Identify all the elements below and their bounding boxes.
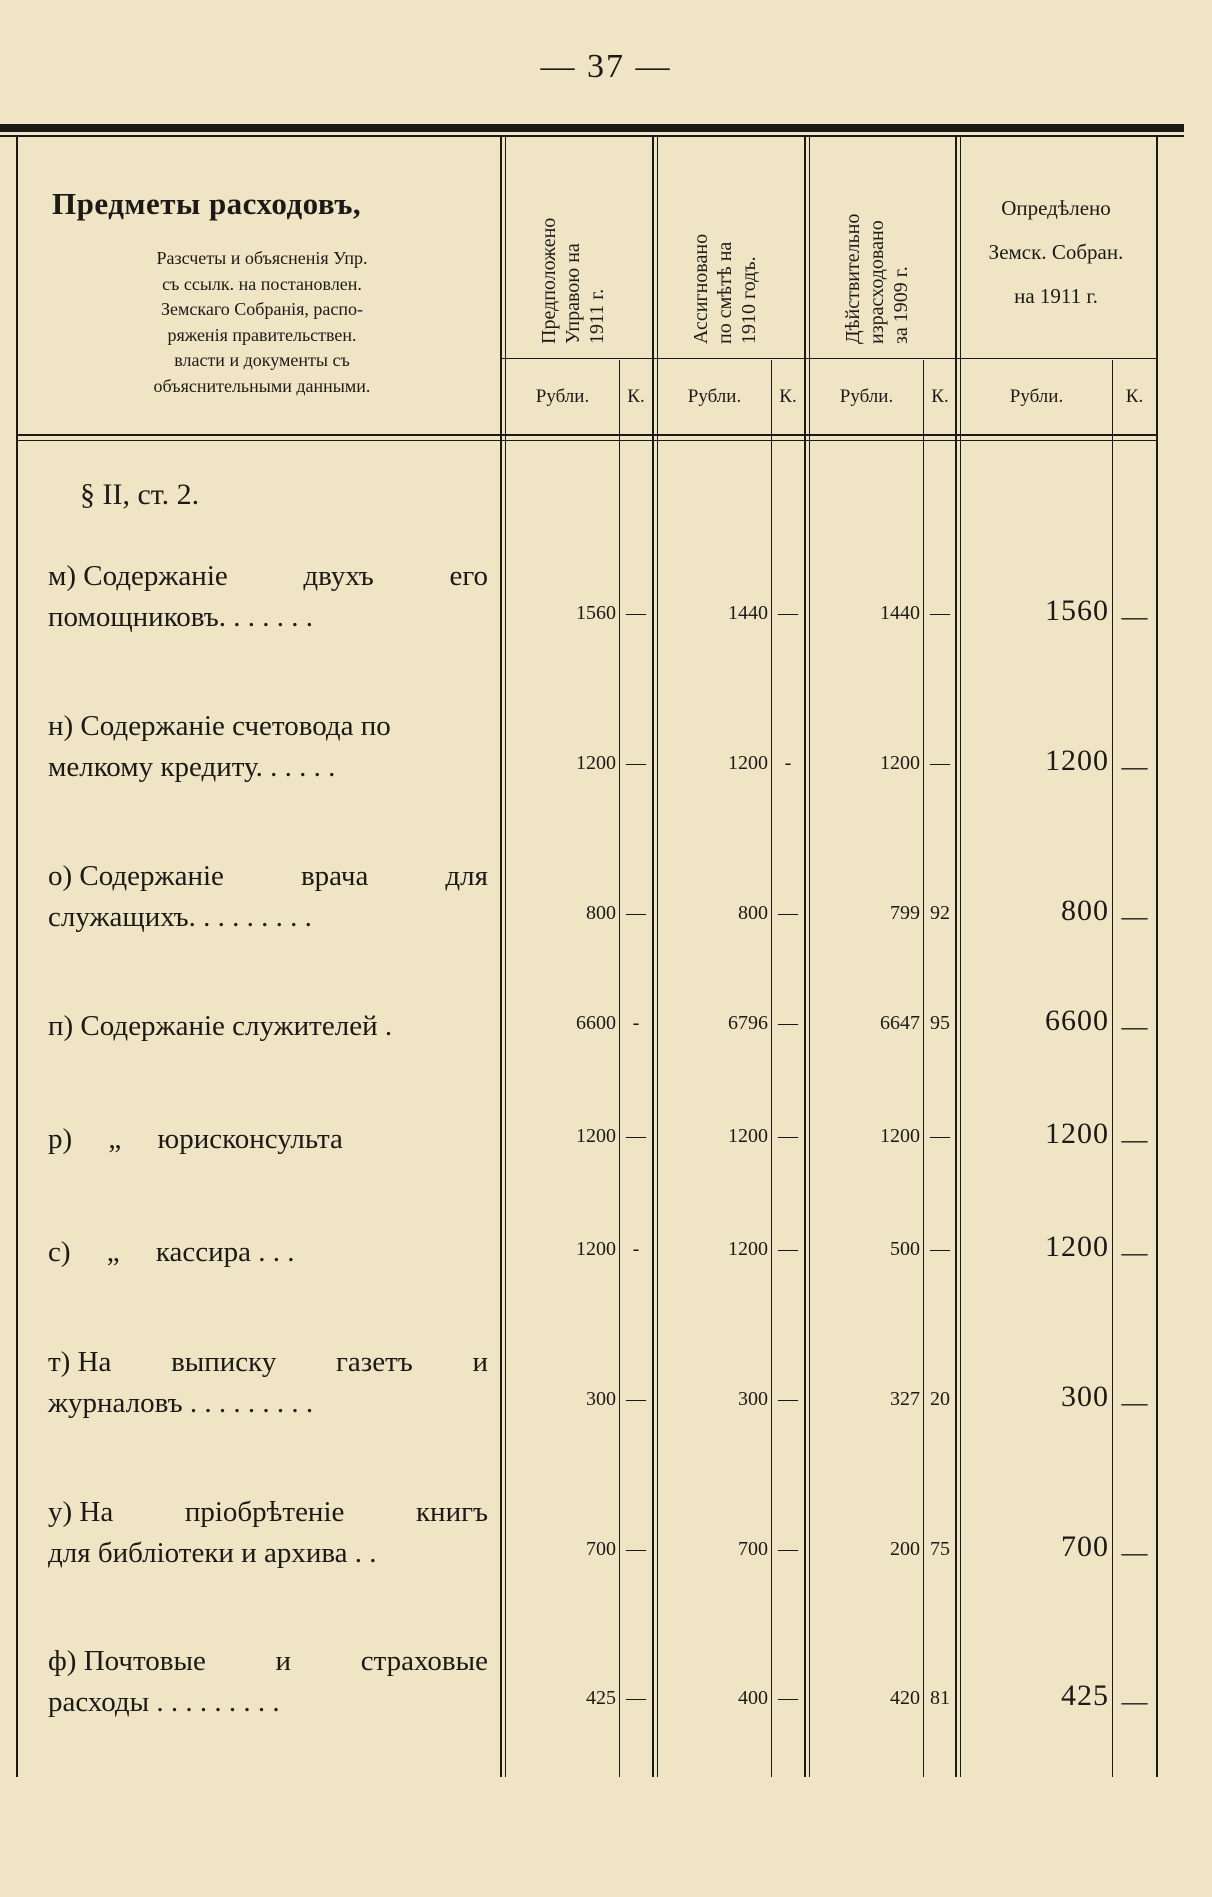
amount-rub-col2: 1200 xyxy=(728,752,768,774)
table-border-right xyxy=(1156,137,1158,1777)
amount-kop-col2: — xyxy=(778,1238,798,1260)
row-description-line2: п) Содержаніе служителей . xyxy=(48,1010,393,1042)
amount-rub-col1: 6600 xyxy=(576,1012,616,1034)
amount-rub-col4: 1200 xyxy=(1045,1117,1109,1150)
page-number: — 37 — xyxy=(540,48,672,85)
amount-rub-col3: 6647 xyxy=(880,1012,920,1034)
row-word: газетъ xyxy=(336,1346,413,1378)
amount-kop-col1: — xyxy=(626,602,646,624)
row-description-line1 xyxy=(48,856,488,897)
row-description-line2: с) „ кассира . . . xyxy=(48,1236,295,1268)
amount-kop-col2: — xyxy=(778,1687,798,1709)
amount-kop-col2: - xyxy=(784,752,792,774)
column-divider-1b xyxy=(505,137,506,1777)
amount-kop-col4: — xyxy=(1121,1687,1148,1716)
amount-kop-col3: 95 xyxy=(930,1012,950,1034)
amount-kop-col2: — xyxy=(778,902,798,924)
column-header-assigned-1910: Ассигновано по смѣтѣ на 1910 годъ. xyxy=(690,233,760,344)
amount-kop-col1: — xyxy=(626,902,646,924)
table-border-left xyxy=(16,137,18,1777)
row-description-line2: р) „ юрисконсульта xyxy=(48,1123,343,1155)
row-description xyxy=(48,1006,488,1047)
column-header-determined-1911: Опредѣлено Земск. Собран. на 1911 г. xyxy=(988,196,1124,308)
amount-rub-col1: 700 xyxy=(586,1538,616,1560)
row-description-line2: для библіотеки и архива . . xyxy=(48,1537,377,1569)
amount-kop-col1: — xyxy=(626,1388,646,1410)
row-word: двухъ xyxy=(303,560,374,592)
row-word: врача xyxy=(300,860,369,892)
row-description xyxy=(48,1119,488,1160)
amount-kop-col4: — xyxy=(1121,1388,1148,1417)
amount-kop-col4: — xyxy=(1121,752,1148,781)
amount-kop-col4: — xyxy=(1121,1012,1148,1041)
amount-kop-col1: — xyxy=(626,1125,646,1147)
amount-rub-col4: 6600 xyxy=(1045,1004,1109,1037)
amount-kop-col1: - xyxy=(632,1238,640,1260)
amount-rub-col3: 1200 xyxy=(880,752,920,774)
amount-kop-col4: — xyxy=(1121,1538,1148,1567)
row-word: т) На xyxy=(48,1346,112,1378)
header-bottom-rule xyxy=(16,434,1156,436)
amount-kop-col2: — xyxy=(778,602,798,624)
row-word: страховые xyxy=(360,1645,488,1677)
column-title-items: Предметы расходовъ, xyxy=(52,186,362,221)
row-description-line1 xyxy=(48,1492,488,1533)
amount-rub-col2: 300 xyxy=(738,1388,768,1410)
amount-rub-col4: 700 xyxy=(1061,1530,1109,1563)
amount-rub-col2: 400 xyxy=(738,1687,768,1709)
row-word: н) Содержаніе счетовода по xyxy=(48,710,391,742)
amount-rub-col1: 1200 xyxy=(576,1125,616,1147)
amount-kop-col1: — xyxy=(626,752,646,774)
row-word: книгъ xyxy=(415,1496,488,1528)
column-header-proposed-1911: Предположено Управою на 1911 г. xyxy=(538,217,608,344)
amount-kop-col2: — xyxy=(778,1012,798,1034)
row-word: и xyxy=(472,1346,488,1378)
amount-kop-col4: — xyxy=(1121,602,1148,631)
column-divider-2b xyxy=(657,137,658,1777)
amount-kop-col3: 20 xyxy=(930,1388,950,1410)
row-description-line1 xyxy=(48,1641,488,1682)
header-bottom-rule-thin xyxy=(16,440,1156,441)
amount-rub-col4: 300 xyxy=(1061,1380,1109,1413)
row-word: о) Содержаніе xyxy=(48,860,224,892)
amount-rub-col3: 420 xyxy=(890,1687,920,1709)
row-word: у) На xyxy=(48,1496,114,1528)
column-header-spent-1909: Дѣйствительно израсходовано за 1909 г. xyxy=(842,213,912,344)
row-description-line2: журналовъ . . . . . . . . . xyxy=(48,1387,314,1419)
row-description xyxy=(48,1232,488,1273)
amount-rub-col2: 1200 xyxy=(728,1238,768,1260)
amount-kop-col1: — xyxy=(626,1538,646,1560)
amount-kop-col1: — xyxy=(626,1687,646,1709)
row-word: пріобрѣтеніе xyxy=(184,1496,345,1528)
column-divider-3 xyxy=(804,137,806,1777)
amount-rub-col4: 425 xyxy=(1061,1679,1109,1712)
amount-kop-col3: 75 xyxy=(930,1538,950,1560)
top-rule-thin xyxy=(0,135,1184,137)
row-word: выписку xyxy=(171,1346,277,1378)
amount-rub-col4: 1200 xyxy=(1045,744,1109,777)
amount-rub-col1: 300 xyxy=(586,1388,616,1410)
amount-rub-col3: 1200 xyxy=(880,1125,920,1147)
amount-kop-col3: 92 xyxy=(930,902,950,924)
amount-rub-col2: 1200 xyxy=(728,1125,768,1147)
amount-kop-col2: — xyxy=(778,1125,798,1147)
unit-rub-2: Рубли. xyxy=(687,386,742,407)
row-description-line2: служащихъ. . . . . . . . . xyxy=(48,901,312,933)
column-divider-1 xyxy=(500,137,502,1777)
amount-kop-col3: — xyxy=(930,1125,950,1147)
unit-rub-1: Рубли. xyxy=(535,386,590,407)
amount-rub-col3: 200 xyxy=(890,1538,920,1560)
amount-rub-col1: 425 xyxy=(586,1687,616,1709)
unit-row-divider xyxy=(500,358,1156,359)
top-rule xyxy=(0,124,1184,132)
amount-rub-col3: 500 xyxy=(890,1238,920,1260)
amount-rub-col1: 1560 xyxy=(576,602,616,624)
column-divider-3b xyxy=(809,137,810,1777)
row-description xyxy=(48,856,488,938)
amount-kop-col2: — xyxy=(778,1538,798,1560)
amount-rub-col2: 700 xyxy=(738,1538,768,1560)
unit-kop-2: К. xyxy=(779,386,797,407)
amount-rub-col3: 327 xyxy=(890,1388,920,1410)
row-word: для xyxy=(445,860,488,892)
section-heading: § II, ст. 2. xyxy=(80,478,200,511)
amount-kop-col3: — xyxy=(930,602,950,624)
amount-kop-col3: — xyxy=(930,752,950,774)
amount-rub-col4: 1560 xyxy=(1045,594,1109,627)
amount-rub-col1: 800 xyxy=(586,902,616,924)
unit-kop-1: К. xyxy=(627,386,645,407)
kop-divider-3 xyxy=(923,360,924,1777)
amount-rub-col4: 800 xyxy=(1061,894,1109,927)
row-description-line1 xyxy=(48,556,488,597)
kop-divider-1 xyxy=(619,360,620,1777)
amount-kop-col3: — xyxy=(930,1238,950,1260)
column-subtitle-items: Разсчеты и объясненія Упр. съ ссылк. на постановлен. Земскаго Собранія, распо- ряженія правительствен. власти и документы съ объяснительными данными. xyxy=(153,248,371,396)
amount-rub-col2: 800 xyxy=(738,902,768,924)
unit-rub-3: Рубли. xyxy=(839,386,894,407)
row-word: и xyxy=(275,1645,292,1677)
row-description xyxy=(48,1342,488,1424)
row-word: ф) Почтовые xyxy=(48,1645,206,1677)
amount-rub-col2: 1440 xyxy=(728,602,768,624)
amount-kop-col3: 81 xyxy=(930,1687,950,1709)
amount-kop-col4: — xyxy=(1121,902,1148,931)
row-description-line1 xyxy=(48,1342,488,1383)
unit-kop-4: К. xyxy=(1125,386,1144,407)
amount-rub-col3: 799 xyxy=(890,902,920,924)
amount-rub-col3: 1440 xyxy=(880,602,920,624)
row-description-line1 xyxy=(48,706,488,747)
unit-rub-4: Рубли. xyxy=(1009,386,1064,407)
row-word: м) Содержаніе xyxy=(48,560,228,592)
row-description xyxy=(48,556,488,638)
amount-rub-col1: 1200 xyxy=(576,1238,616,1260)
unit-kop-3: К. xyxy=(931,386,949,407)
row-description-line2: расходы . . . . . . . . . xyxy=(48,1686,280,1718)
row-word: его xyxy=(449,560,488,592)
row-description xyxy=(48,706,488,788)
amount-rub-col1: 1200 xyxy=(576,752,616,774)
amount-rub-col4: 1200 xyxy=(1045,1230,1109,1263)
row-description-line2: мелкому кредиту. . . . . . xyxy=(48,751,336,783)
column-divider-4 xyxy=(955,137,957,1777)
row-description-line2: помощниковъ. . . . . . . xyxy=(48,601,314,633)
amount-kop-col4: — xyxy=(1121,1238,1148,1267)
amount-kop-col4: — xyxy=(1121,1125,1148,1154)
row-description xyxy=(48,1641,488,1723)
amount-kop-col1: - xyxy=(632,1012,640,1034)
amount-kop-col2: — xyxy=(778,1388,798,1410)
kop-divider-2 xyxy=(771,360,772,1777)
column-divider-2 xyxy=(652,137,654,1777)
row-description xyxy=(48,1492,488,1574)
amount-rub-col2: 6796 xyxy=(728,1012,768,1034)
